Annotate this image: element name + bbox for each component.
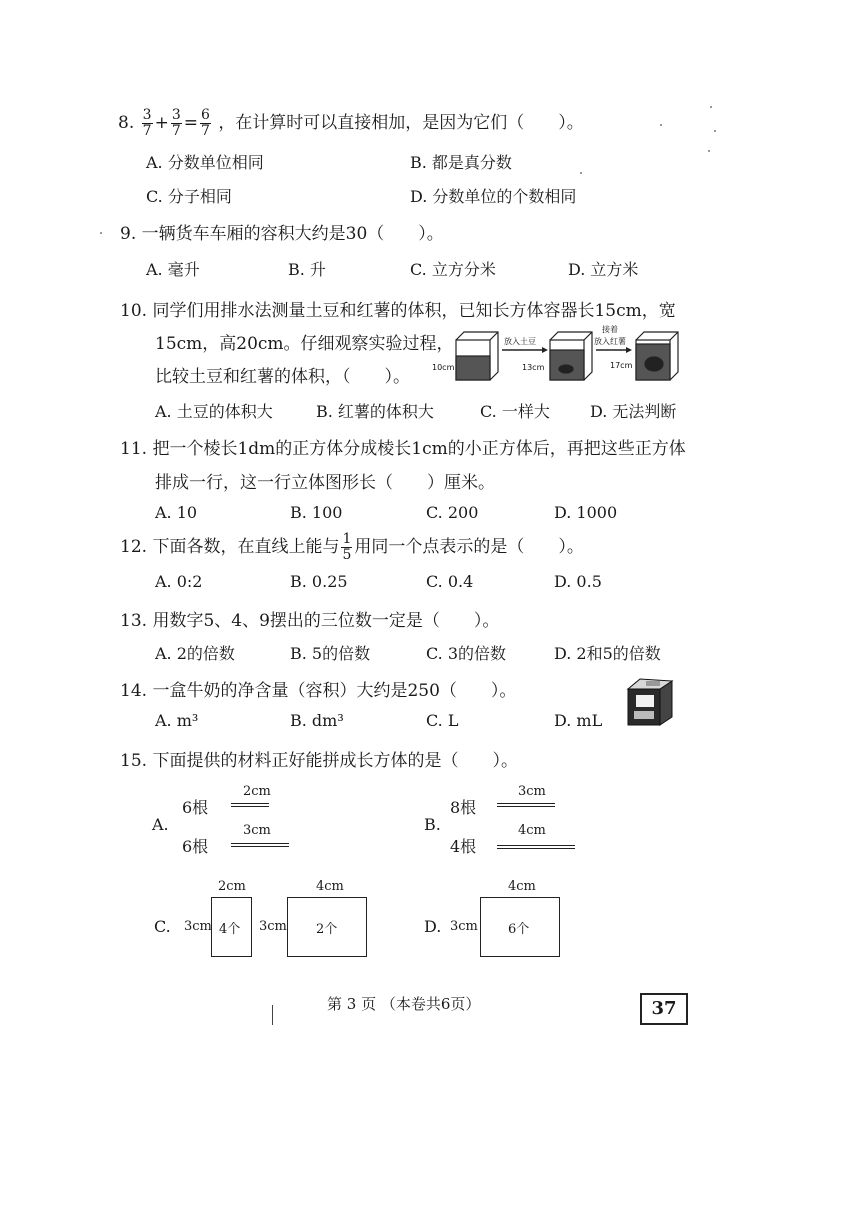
scan-speck: [710, 106, 712, 108]
fraction-1-5: $\frac{1}{5}$: [342, 531, 352, 563]
q15-b-length-2: 4cm: [518, 823, 546, 838]
question-10-line2: 15cm，高20cm。仔细观察实验过程，: [155, 334, 454, 354]
q9-option-b: B. 升: [288, 260, 326, 279]
fraction-3-7-a: $\frac{3}{7}$: [142, 107, 152, 139]
question-11-line1: 11. 把一个棱长1dm的正方体分成棱长1cm的小正方体后，再把这些正方体: [120, 439, 686, 459]
q11-option-a: A. 10: [155, 503, 198, 522]
q13-option-b: B. 5的倍数: [290, 644, 371, 663]
question-9: 9. 一辆货车车厢的容积大约是30（ ）。: [120, 224, 444, 244]
q15-c-width-2: 4cm: [316, 879, 344, 894]
question-10-line1: 10. 同学们用排水法测量土豆和红薯的体积，已知长方体容器长15cm，宽: [120, 301, 676, 321]
q15-a-count-2: 6根: [182, 837, 209, 856]
q15-option-d-letter: D.: [424, 917, 442, 936]
q15-option-b-letter: B.: [424, 815, 441, 834]
question-10-line3: 比较土豆和红薯的体积，（ ）。: [155, 367, 410, 387]
page-footer: 第 3 页 （本卷共6页）: [327, 995, 481, 1013]
question-15: 15. 下面提供的材料正好能拼成长方体的是（ ）。: [120, 751, 518, 771]
q15-a-rod-2: [231, 843, 289, 847]
container-2: [550, 332, 592, 380]
q15-option-c-letter: C.: [154, 917, 171, 936]
q15-a-rod-1: [231, 803, 269, 807]
q14-option-a: A. m³: [155, 711, 199, 730]
q11-option-b: B. 100: [290, 503, 343, 522]
question-8: 8. $\frac{3}{7}$ + $\frac{3}{7}$ = $\frac{6}{7}$ ，在计算时可以直接相加，是因为它们（ ）。: [118, 107, 584, 139]
q15-b-length-1: 3cm: [518, 784, 546, 799]
q10-option-d: D. 无法判断: [590, 402, 677, 421]
question-8-number: 8.: [118, 113, 135, 133]
q8-option-a: A. 分数单位相同: [146, 153, 264, 172]
q11-option-c: C. 200: [426, 503, 479, 522]
arrow-label-2: 放入红薯: [594, 337, 626, 346]
q12-option-b: B. 0.25: [290, 572, 348, 591]
question-11-line2: 排成一行，这一行立体图形长（ ）厘米。: [155, 473, 495, 493]
q15-d-count: 6个: [508, 922, 530, 937]
fraction-6-7: $\frac{6}{7}$: [200, 107, 210, 139]
q11-option-d: D. 1000: [554, 503, 618, 522]
q9-option-a: A. 毫升: [146, 260, 200, 279]
q12-option-d: D. 0.5: [554, 572, 602, 591]
q10-option-b: B. 红薯的体积大: [316, 402, 434, 421]
q15-b-count-2: 4根: [450, 837, 477, 856]
scan-speck: [660, 124, 662, 126]
q14-option-c: C. L: [426, 711, 459, 730]
height-label-2: 13cm: [522, 363, 545, 372]
q15-option-a-letter: A.: [152, 815, 169, 834]
q10-option-a: A. 土豆的体积大: [155, 402, 273, 421]
q15-c-width-1: 2cm: [218, 879, 246, 894]
q15-c-count-2: 2个: [316, 922, 338, 937]
q8-option-c: C. 分子相同: [146, 187, 232, 206]
fraction-3-7-b: $\frac{3}{7}$: [171, 107, 181, 139]
q15-a-length-2: 3cm: [243, 823, 271, 838]
scan-speck: [708, 150, 710, 152]
q9-option-c: C. 立方分米: [410, 260, 496, 279]
height-label-3: 17cm: [610, 361, 633, 370]
container-1: [456, 332, 498, 380]
q9-option-d: D. 立方米: [568, 260, 639, 279]
q10-option-c: C. 一样大: [480, 402, 550, 421]
q13-option-d: D. 2和5的倍数: [554, 644, 661, 663]
q8-option-b: B. 都是真分数: [410, 153, 512, 172]
q15-a-length-1: 2cm: [243, 784, 271, 799]
scan-speck: [580, 172, 582, 174]
q13-option-c: C. 3的倍数: [426, 644, 507, 663]
container-3: [636, 332, 678, 380]
q14-option-b: B. dm³: [290, 711, 344, 730]
scan-speck: [100, 232, 102, 234]
scan-mark: [272, 1005, 273, 1025]
q14-option-d: D. mL: [554, 711, 603, 730]
arrow-label-2-top: 接着: [602, 325, 618, 334]
q15-d-height: 3cm: [450, 919, 478, 934]
scan-speck: [714, 130, 716, 132]
q15-b-count-1: 8根: [450, 798, 477, 817]
question-12: 12. 下面各数，在直线上能与 $\frac{1}{5}$ 用同一个点表示的是（ ）。: [120, 531, 584, 563]
q13-option-a: A. 2的倍数: [155, 644, 235, 663]
milk-box-image: [622, 673, 678, 729]
q15-a-count-1: 6根: [182, 798, 209, 817]
q15-c-height-2: 3cm: [259, 919, 287, 934]
displacement-experiment-image: [432, 322, 688, 388]
question-14: 14. 一盒牛奶的净含量（容积）大约是250（ ）。: [120, 681, 517, 701]
question-8-text: ，在计算时可以直接相加，是因为它们（ ）。: [218, 113, 584, 133]
q15-b-rod-1: [497, 803, 555, 807]
q15-d-width: 4cm: [508, 879, 536, 894]
page-number-box: 37: [640, 993, 688, 1025]
height-label-1: 10cm: [432, 363, 455, 372]
q15-c-height-1: 3cm: [184, 919, 212, 934]
q12-option-c: C. 0.4: [426, 572, 474, 591]
q8-option-d: D. 分数单位的个数相同: [410, 187, 577, 206]
q15-b-rod-2: [497, 845, 575, 849]
question-13: 13. 用数字5、4、9摆出的三位数一定是（ ）。: [120, 611, 500, 631]
q12-option-a: A. 0:2: [155, 572, 203, 591]
arrow-label-1: 放入土豆: [504, 337, 536, 346]
q15-c-count-1: 4个: [219, 922, 241, 937]
